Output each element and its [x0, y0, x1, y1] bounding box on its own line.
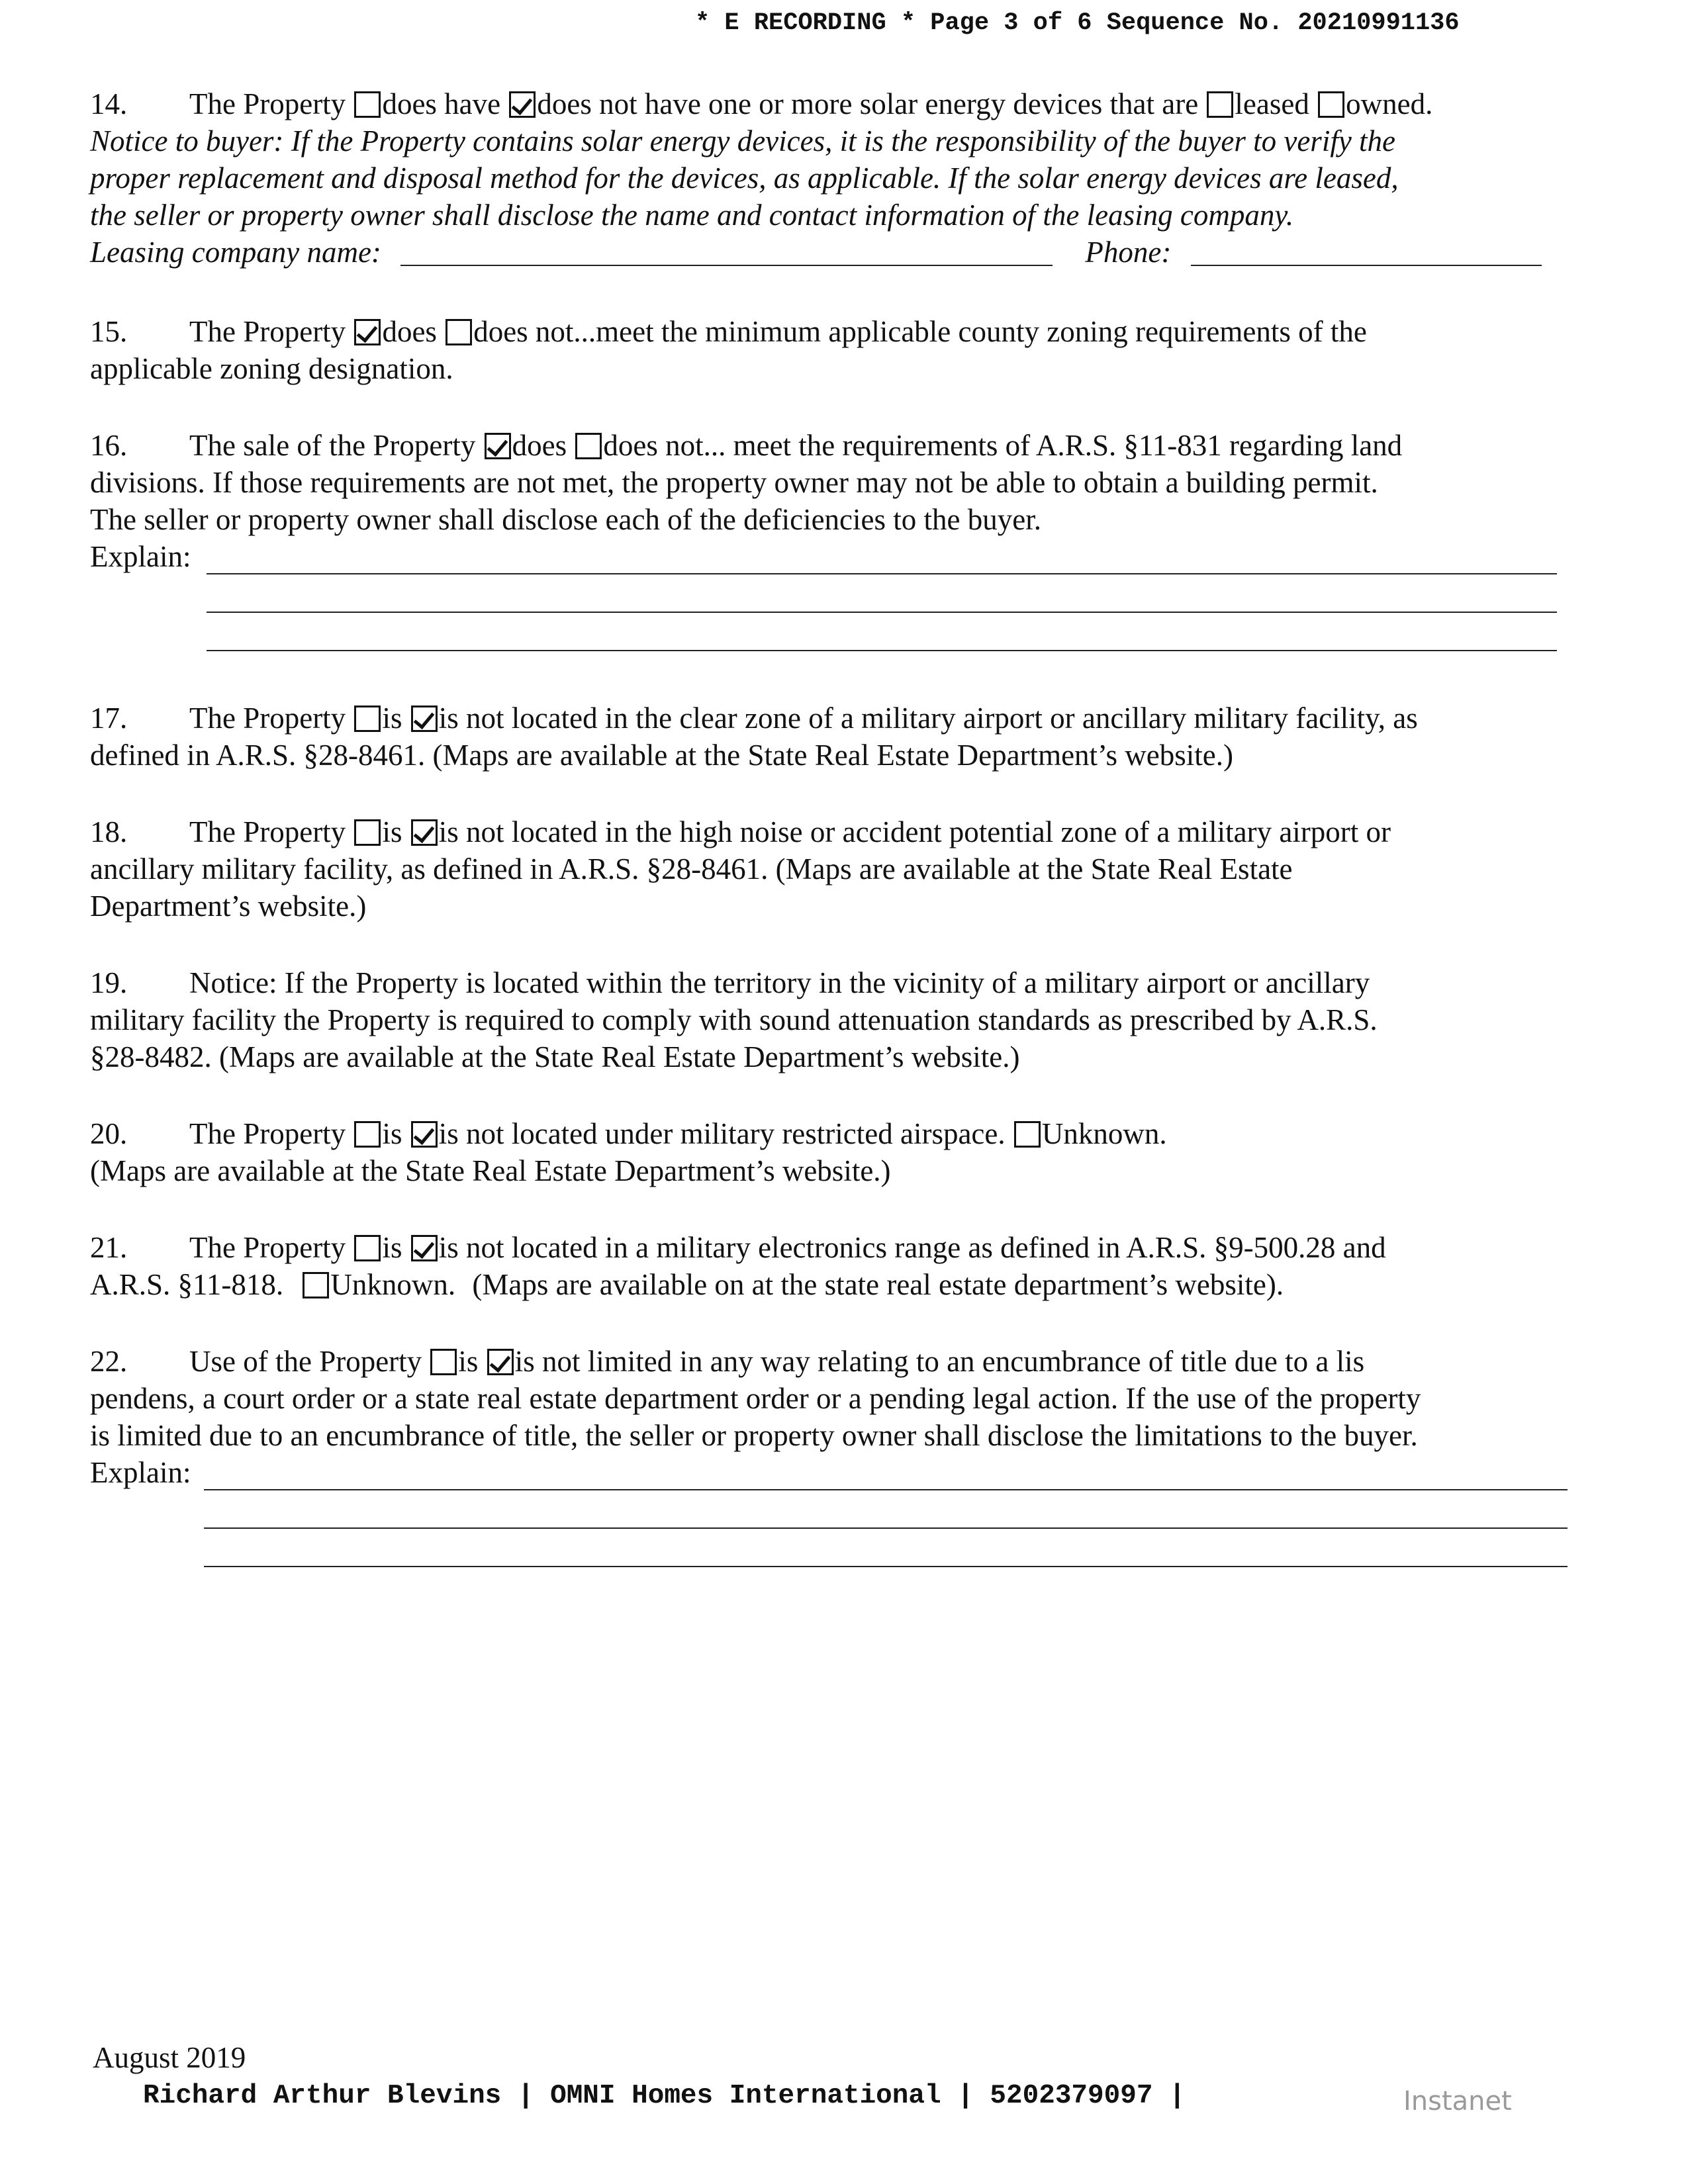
item-18-line-3: Department’s website.) — [90, 889, 367, 923]
item-19-line-3: §28-8482. (Maps are available at the State Real Estate Department’s website.) — [90, 1040, 1020, 1073]
item-16-line-2: divisions. If those requirements are not met, the property owner may not be able to obtain a building permit. — [90, 466, 1378, 499]
checkbox-does-not-have[interactable] — [509, 91, 536, 118]
checkbox-is-not[interactable] — [411, 1121, 438, 1148]
checkbox-is[interactable] — [354, 1121, 381, 1148]
item-number: 18. — [90, 815, 128, 848]
checkbox-does-not[interactable] — [445, 319, 472, 345]
checkbox-unknown[interactable] — [303, 1272, 329, 1298]
item-number: 17. — [90, 702, 128, 735]
item-17: 17. The Property is is not located in the clear zone of a military airport or ancillary military facility, as — [90, 699, 1418, 737]
checkbox-does-not[interactable] — [575, 433, 602, 459]
item-22-explain-label: Explain: — [90, 1456, 191, 1489]
checkbox-owned[interactable] — [1318, 91, 1344, 118]
item-21: 21. The Property is is not located in a military electronics range as defined in A.R.S. §9-500.28 and — [90, 1228, 1386, 1267]
explain-line[interactable] — [204, 1527, 1568, 1529]
checkbox-is-not[interactable] — [411, 819, 438, 846]
item-19: 19. Notice: If the Property is located within the territory in the vicinity of a military airport or ancillary — [90, 964, 1370, 1002]
item-18-line-2: ancillary military facility, as defined in A.R.S. §28-8461. (Maps are available at the State Real Estate — [90, 852, 1293, 886]
item-15-line-2: applicable zoning designation. — [90, 352, 453, 385]
checkbox-is-not[interactable] — [487, 1349, 514, 1375]
form-date: August 2019 — [93, 2041, 246, 2074]
item-20: 20. The Property is is not located under military restricted airspace. Unknown. — [90, 1115, 1167, 1153]
checkbox-is[interactable] — [354, 705, 381, 732]
explain-line[interactable] — [207, 612, 1557, 613]
item-number: 15. — [90, 315, 128, 348]
item-number: 22. — [90, 1345, 128, 1378]
checkbox-is[interactable] — [354, 819, 381, 846]
solar-notice-line-3: the seller or property owner shall disclose the name and contact information of the leasing company. — [90, 199, 1294, 232]
leasing-company-row — [90, 233, 1542, 271]
item-number: 19. — [90, 966, 128, 999]
item-16-explain-label: Explain: — [90, 540, 191, 573]
leasing-company-field[interactable] — [400, 238, 1053, 266]
item-number: 16. — [90, 429, 128, 462]
item-16: 16. The sale of the Property does does not... meet the requirements of A.R.S. §11-831 regarding land — [90, 426, 1402, 465]
item-22-line-2: pendens, a court order or a state real estate department order or a pending legal action. If the use of the property — [90, 1382, 1421, 1415]
checkbox-is[interactable] — [354, 1235, 381, 1261]
item-19-line-2: military facility the Property is required to comply with sound attenuation standards as prescribed by A.R.S. — [90, 1003, 1378, 1036]
item-17-line-2: defined in A.R.S. §28-8461. (Maps are available at the State Real Estate Department’s website.) — [90, 739, 1234, 772]
item-21-line-2: A.R.S. §11-818. Unknown. (Maps are available on at the state real estate department’s website). — [90, 1268, 1284, 1301]
phone-label: Phone: — [1085, 236, 1172, 269]
solar-notice-line-1: Notice to buyer: If the Property contains solar energy devices, it is the responsibility of the buyer to verify the — [90, 124, 1396, 158]
checkbox-is-not[interactable] — [411, 1235, 438, 1261]
item-number: 21. — [90, 1231, 128, 1264]
checkbox-is-not[interactable] — [411, 705, 438, 732]
phone-field[interactable] — [1191, 238, 1542, 266]
checkbox-does[interactable] — [485, 433, 511, 459]
checkbox-unknown[interactable] — [1014, 1121, 1041, 1148]
explain-line[interactable] — [204, 1566, 1568, 1567]
checkbox-does[interactable] — [354, 319, 381, 345]
leasing-company-label: Leasing company name: — [90, 236, 381, 269]
item-16-line-3: The seller or property owner shall disclose each of the deficiencies to the buyer. — [90, 503, 1041, 536]
item-22-line-3: is limited due to an encumbrance of title, the seller or property owner shall disclose the limitations to the buyer. — [90, 1419, 1418, 1452]
item-15: 15. The Property does does not...meet the minimum applicable county zoning requirements of the — [90, 312, 1367, 351]
recording-header: * E RECORDING * Page 3 of 6 Sequence No. 20210991136 — [695, 9, 1460, 37]
explain-line[interactable] — [207, 650, 1557, 651]
item-18: 18. The Property is is not located in the high noise or accident potential zone of a military airport or — [90, 813, 1391, 851]
item-number: 14. — [90, 87, 128, 120]
solar-notice-line-2: proper replacement and disposal method for the devices, as applicable. If the solar energy devices are leased, — [90, 161, 1399, 195]
item-22: 22. Use of the Property is is not limited in any way relating to an encumbrance of title due to a lis — [90, 1342, 1364, 1381]
checkbox-leased[interactable] — [1207, 91, 1233, 118]
explain-line[interactable] — [204, 1489, 1568, 1490]
checkbox-does-have[interactable] — [354, 91, 381, 118]
item-number: 20. — [90, 1117, 128, 1150]
agent-footer: Richard Arthur Blevins | OMNI Homes International | 5202379097 | — [143, 2081, 1186, 2111]
instanet-watermark: Instanet — [1403, 2086, 1512, 2116]
item-20-line-2: (Maps are available at the State Real Estate Department’s website.) — [90, 1154, 891, 1187]
checkbox-is[interactable] — [430, 1349, 457, 1375]
explain-line[interactable] — [207, 573, 1557, 574]
item-14: 14. The Property does have does not have one or more solar energy devices that are leased owned. — [90, 85, 1432, 123]
